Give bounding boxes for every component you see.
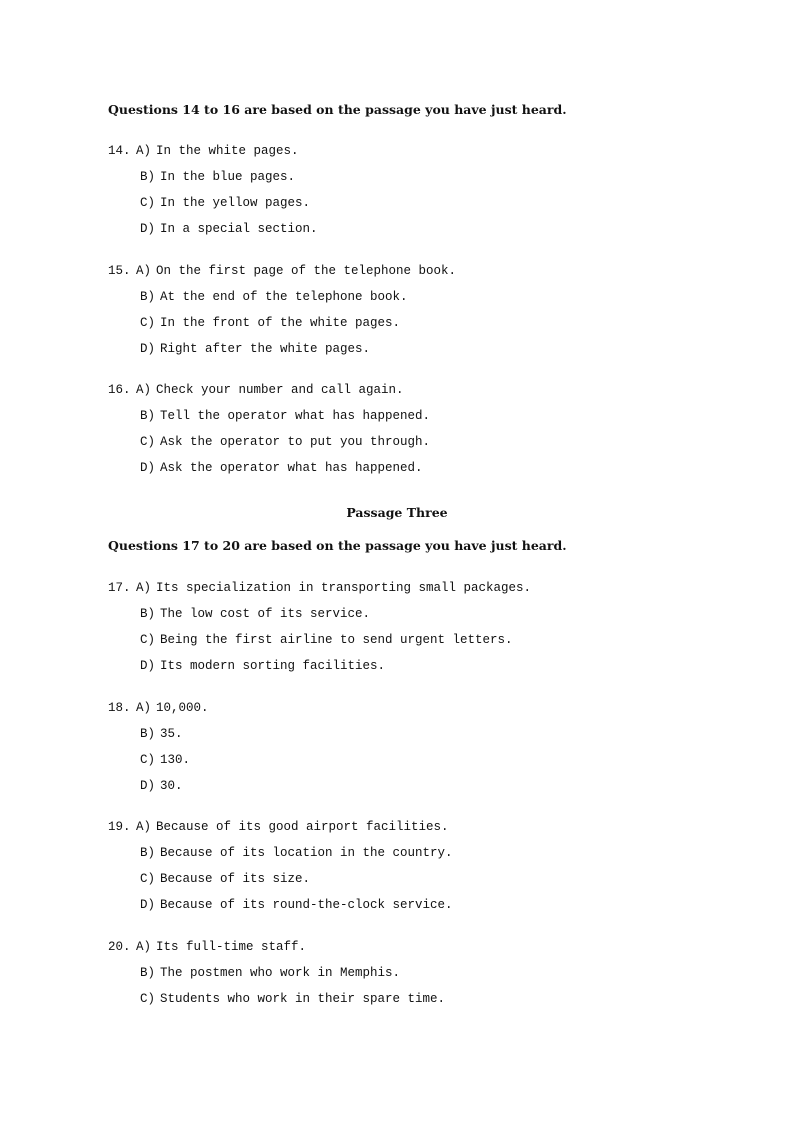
option-d bbox=[108, 778, 708, 804]
option-label: C) bbox=[140, 992, 156, 1006]
option-label: B) bbox=[140, 846, 156, 860]
option-d bbox=[108, 341, 708, 367]
question-number: 17. bbox=[108, 581, 131, 595]
option-c bbox=[108, 632, 708, 658]
option-text: In a special section. bbox=[160, 222, 318, 236]
option-label: B) bbox=[140, 290, 156, 304]
option-label: C) bbox=[140, 872, 156, 886]
option-label: C) bbox=[140, 633, 156, 647]
question-16 bbox=[108, 382, 708, 486]
option-label: C) bbox=[140, 753, 156, 767]
option-a bbox=[108, 580, 708, 606]
option-label: B) bbox=[140, 727, 156, 741]
option-c bbox=[108, 991, 708, 1017]
option-b bbox=[108, 965, 708, 991]
option-b bbox=[108, 408, 708, 434]
question-number: 18. bbox=[108, 701, 131, 715]
option-text: Ask the operator to put you through. bbox=[160, 435, 431, 449]
option-label: A) bbox=[136, 383, 152, 397]
option-label: D) bbox=[140, 222, 156, 236]
option-text: In the blue pages. bbox=[160, 170, 296, 184]
option-d bbox=[108, 221, 708, 247]
option-b bbox=[108, 606, 708, 632]
option-d bbox=[108, 460, 708, 486]
option-text: Check your number and call again. bbox=[156, 383, 404, 397]
option-text: 35. bbox=[160, 727, 183, 741]
option-d bbox=[108, 897, 708, 923]
option-label: A) bbox=[136, 940, 152, 954]
option-label: B) bbox=[140, 170, 156, 184]
option-text: Students who work in their spare time. bbox=[160, 992, 446, 1006]
option-label: C) bbox=[140, 316, 156, 330]
option-c bbox=[108, 434, 708, 460]
question-number: 20. bbox=[108, 940, 131, 954]
option-label: D) bbox=[140, 659, 156, 673]
option-text: Because of its round-the-clock service. bbox=[160, 898, 453, 912]
option-text: The postmen who work in Memphis. bbox=[160, 966, 401, 980]
question-20 bbox=[108, 939, 708, 1017]
option-text: On the first page of the telephone book. bbox=[156, 264, 457, 278]
option-a bbox=[108, 939, 708, 965]
question-number: 15. bbox=[108, 264, 131, 278]
option-c bbox=[108, 315, 708, 341]
question-18 bbox=[108, 700, 708, 804]
option-label: C) bbox=[140, 196, 156, 210]
option-label: B) bbox=[140, 966, 156, 980]
question-17 bbox=[108, 580, 708, 684]
option-text: Because of its good airport facilities. bbox=[156, 820, 449, 834]
option-label: A) bbox=[136, 264, 152, 278]
option-text: In the white pages. bbox=[156, 144, 299, 158]
option-text: Its specialization in transporting small packages. bbox=[156, 581, 532, 595]
option-b bbox=[108, 169, 708, 195]
option-a bbox=[108, 143, 708, 169]
option-label: C) bbox=[140, 435, 156, 449]
option-label: D) bbox=[140, 461, 156, 475]
option-c bbox=[108, 871, 708, 897]
option-label: D) bbox=[140, 898, 156, 912]
option-text: Its modern sorting facilities. bbox=[160, 659, 386, 673]
option-text: Tell the operator what has happened. bbox=[160, 409, 431, 423]
option-text: Its full-time staff. bbox=[156, 940, 307, 954]
question-19 bbox=[108, 819, 708, 923]
option-text: In the yellow pages. bbox=[160, 196, 311, 210]
option-text: Because of its size. bbox=[160, 872, 311, 886]
option-a bbox=[108, 819, 708, 845]
option-a bbox=[108, 700, 708, 726]
question-number: 14. bbox=[108, 144, 131, 158]
option-text: Ask the operator what has happened. bbox=[160, 461, 423, 475]
option-label: B) bbox=[140, 409, 156, 423]
option-label: B) bbox=[140, 607, 156, 621]
instructions-14-16: Questions 14 to 16 are based on the passage you have just heard. bbox=[108, 102, 567, 117]
option-label: A) bbox=[136, 701, 152, 715]
option-a bbox=[108, 263, 708, 289]
instructions-17-20: Questions 17 to 20 are based on the passage you have just heard. bbox=[108, 538, 567, 553]
option-text: Being the first airline to send urgent letters. bbox=[160, 633, 513, 647]
option-text: 10,000. bbox=[156, 701, 209, 715]
option-label: D) bbox=[140, 342, 156, 356]
option-a bbox=[108, 382, 708, 408]
option-text: Because of its location in the country. bbox=[160, 846, 453, 860]
option-b bbox=[108, 845, 708, 871]
option-c bbox=[108, 195, 708, 221]
option-label: A) bbox=[136, 820, 152, 834]
option-text: 30. bbox=[160, 779, 183, 793]
question-number: 19. bbox=[108, 820, 131, 834]
option-c bbox=[108, 752, 708, 778]
option-b bbox=[108, 726, 708, 752]
option-text: 130. bbox=[160, 753, 191, 767]
option-text: In the front of the white pages. bbox=[160, 316, 401, 330]
option-text: Right after the white pages. bbox=[160, 342, 371, 356]
option-b bbox=[108, 289, 708, 315]
option-text: The low cost of its service. bbox=[160, 607, 371, 621]
option-d bbox=[108, 658, 708, 684]
question-14 bbox=[108, 143, 708, 247]
option-label: A) bbox=[136, 581, 152, 595]
option-text: At the end of the telephone book. bbox=[160, 290, 408, 304]
option-label: A) bbox=[136, 144, 152, 158]
question-number: 16. bbox=[108, 383, 131, 397]
passage-heading: Passage Three bbox=[346, 505, 448, 520]
option-label: D) bbox=[140, 779, 156, 793]
question-15 bbox=[108, 263, 708, 367]
